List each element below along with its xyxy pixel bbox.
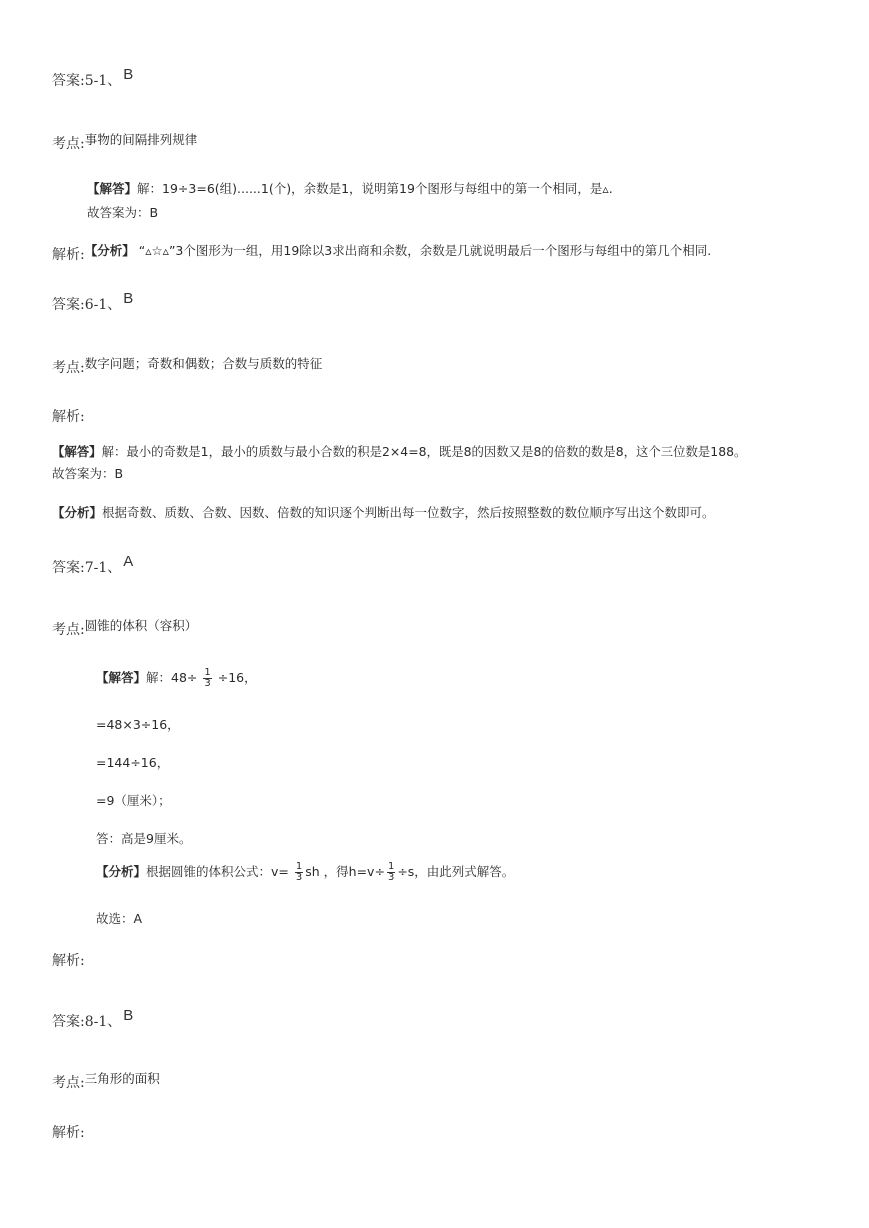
solution-tag: 【解答】	[52, 444, 102, 459]
fraction-one-third: $\frac{1}{3}$	[204, 667, 211, 689]
answer-label: 答案:	[52, 297, 85, 313]
solution-step-1	[96, 668, 257, 689]
keypoint-label: 考点:	[52, 622, 85, 638]
solution-text-5	[87, 179, 613, 197]
analysis-row-8	[52, 1122, 85, 1142]
analysis-part-c: ÷s，由此列式解答。	[397, 864, 515, 879]
keypoint-row-5	[52, 133, 197, 153]
analysis-row-5	[52, 244, 711, 264]
keypoint-row-7	[52, 619, 197, 639]
analysis-tag: 【分析】	[52, 505, 103, 520]
analysis-row-6	[52, 406, 85, 426]
answer-number: 6-1、	[84, 297, 122, 313]
analysis-part-b: sh ，得h=v÷	[305, 864, 385, 879]
answer-label: 答案:	[52, 73, 85, 89]
answer-label: 答案:	[52, 1014, 85, 1030]
answer-number: 7-1、	[84, 560, 122, 576]
solution-step-1a: 解：48÷	[146, 670, 198, 685]
keypoint-text: 三角形的面积	[84, 1071, 160, 1086]
analysis-body: “▵☆▵”3个图形为一组，用19除以3求出商和余数，余数是几就说明最后一个图形与每组中的第几个相同.	[138, 243, 712, 258]
answer-number: 5-1、	[84, 73, 122, 89]
answer-label: 答案:	[52, 560, 85, 576]
final-answer-7: 故选：A	[96, 911, 143, 926]
solution-step-1b: ÷16，	[217, 670, 257, 685]
answer-row-8	[52, 1007, 134, 1031]
analysis-label: 解析:	[52, 953, 85, 969]
analysis-label: 解析:	[52, 1125, 85, 1141]
analysis-row-7	[52, 950, 85, 970]
answer-letter: A	[123, 553, 134, 570]
solution-body: 解：最小的奇数是1，最小的质数与最小合数的积是2×4=8，既是8的因数又是8的倍数的数是8，这个三位数是188。	[101, 444, 747, 459]
analysis-body: 根据奇数、质数、合数、因数、倍数的知识逐个判断出每一位数字，然后按照整数的数位顺序写出这个数即可。	[102, 505, 715, 520]
analysis-label: 解析:	[52, 247, 85, 263]
keypoint-text: 数字问题；奇数和偶数；合数与质数的特征	[84, 356, 323, 371]
solution-tag: 【解答】	[87, 181, 138, 196]
keypoint-row-8	[52, 1072, 160, 1092]
analysis-label: 解析:	[52, 409, 85, 425]
analysis-tag: 【分析】	[84, 243, 135, 258]
analysis-text-7	[96, 862, 514, 883]
analysis-part-a: 根据圆锥的体积公式：v=	[146, 864, 289, 879]
final-answer-5: 故答案为：B	[87, 205, 159, 220]
solution-step-5: 答：高是9厘米。	[96, 831, 192, 846]
keypoint-label: 考点:	[52, 1075, 85, 1091]
answer-number: 8-1、	[84, 1014, 122, 1030]
answer-letter: B	[123, 290, 134, 307]
answer-row-5	[52, 66, 134, 90]
keypoint-text: 事物的间隔排列规律	[84, 132, 198, 147]
solution-body: 解：19÷3=6(组)......1(个)，余数是1，说明第19个图形与每组中的第一个相同，是▵.	[137, 181, 613, 196]
solution-step-4: =9（厘米）；	[96, 793, 171, 808]
solution-text-6	[52, 442, 746, 460]
keypoint-label: 考点:	[52, 360, 85, 376]
analysis-text-6	[52, 503, 715, 521]
answer-letter: B	[123, 1007, 134, 1024]
keypoint-label: 考点:	[52, 136, 85, 152]
solution-step-2: =48×3÷16，	[96, 717, 180, 732]
keypoint-row-6	[52, 357, 322, 377]
solution-tag: 【解答】	[96, 670, 147, 685]
analysis-tag: 【分析】	[96, 864, 147, 879]
answer-row-6	[52, 290, 134, 314]
solution-step-3: =144÷16，	[96, 755, 170, 770]
keypoint-text: 圆锥的体积（容积）	[84, 618, 198, 633]
answer-letter: B	[123, 66, 134, 83]
fraction-one-third: $\frac{1}{3}$	[387, 861, 395, 883]
final-answer-6: 故答案为：B	[52, 466, 124, 481]
answer-row-7	[52, 553, 134, 577]
fraction-one-third: $\frac{1}{3}$	[295, 861, 303, 883]
